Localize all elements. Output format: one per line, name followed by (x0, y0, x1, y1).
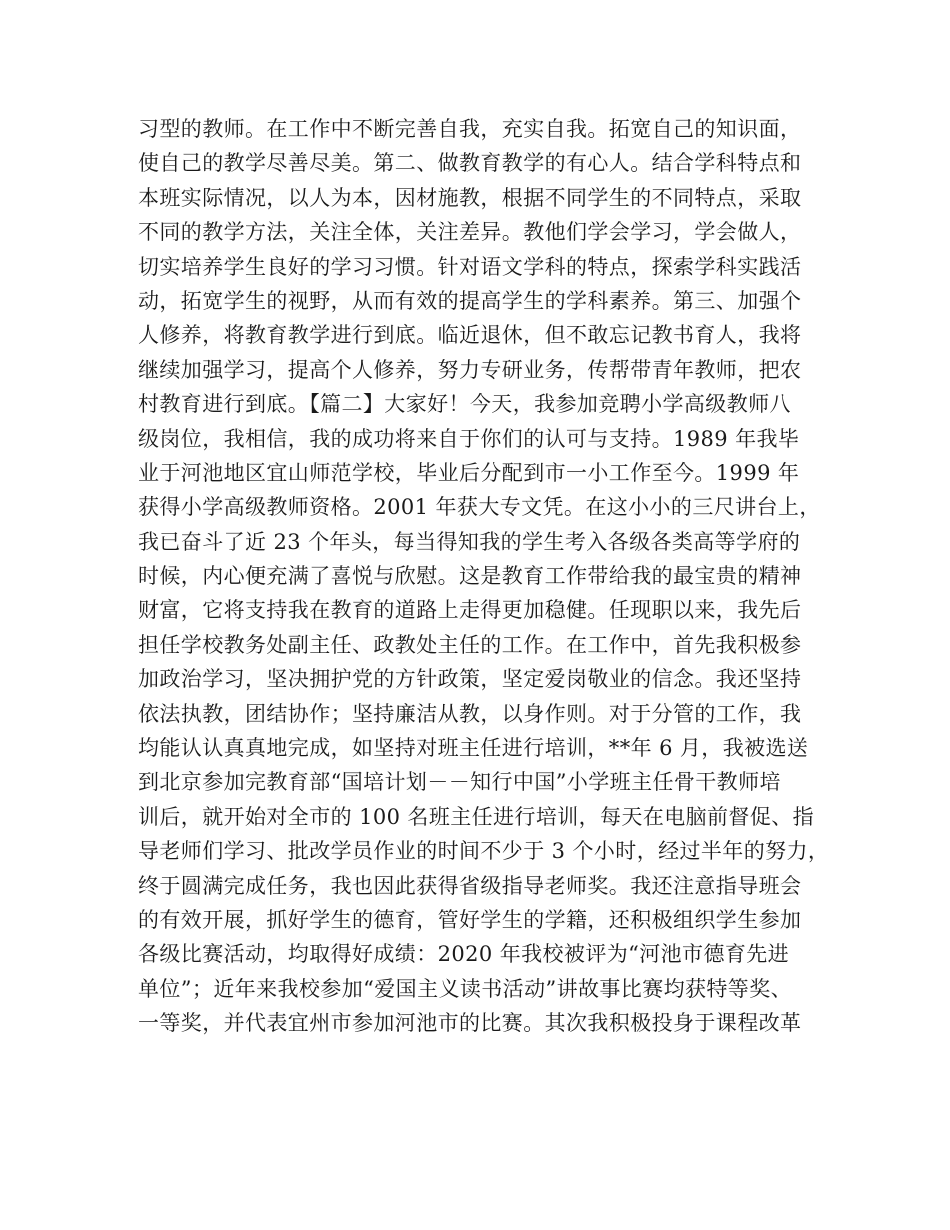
text-line: 继续加强学习，提高个人修养，努力专研业务，传帮带青年教师，把农 (138, 357, 802, 382)
text-line: 各级比赛活动，均取得好成绩：2020 年我校被评为“河池市德育先进 (138, 942, 790, 967)
text-line: 单位”；近年来我校参加“爱国主义读书活动”讲故事比赛均获特等奖、 (138, 976, 793, 1001)
text-line: 不同的教学方法，关注全体，关注差异。教他们学会学习，学会做人， (138, 220, 802, 245)
text-line: 均能认认真真地完成，如坚持对班主任进行培训，**年 6 月，我被选送 (138, 736, 809, 761)
text-line: 获得小学高级教师资格。2001 年获大专文凭。在这小小的三尺讲台上， (138, 495, 821, 520)
text-line: 训后，就开始对全市的 100 名班主任进行培训，每天在电脑前督促、指 (138, 804, 815, 829)
text-line: 级岗位，我相信，我的成功将来自于你们的认可与支持。1989 年我毕 (138, 426, 800, 451)
text-line: 依法执教，团结协作；坚持廉洁从教，以身作则。对于分管的工作，我 (138, 701, 802, 726)
text-line: 本班实际情况，以人为本，因材施教，根据不同学生的不同特点，采取 (138, 185, 802, 210)
text-line: 担任学校教务处副主任、政教处主任的工作。在工作中，首先我积极参 (138, 632, 802, 657)
text-line: 财富，它将支持我在教育的道路上走得更加稳健。任现职以来，我先后 (138, 598, 802, 623)
text-line: 导老师们学习、批改学员作业的时间不少于 3 个小时，经过半年的努力， (138, 839, 830, 864)
text-line: 使自己的教学尽善尽美。第二、做教育教学的有心人。结合学科特点和 (138, 151, 802, 176)
text-line: 加政治学习，坚决拥护党的方针政策，坚定爱岗敬业的信念。我还坚持 (138, 667, 802, 692)
text-line: 习型的教师。在工作中不断完善自我，充实自我。拓宽自己的知识面， (138, 117, 802, 141)
text-line: 时候，内心便充满了喜悦与欣慰。这是教育工作带给我的最宝贵的精神 (138, 564, 802, 589)
text-line: 一等奖，并代表宜州市参加河池市的比赛。其次我积极投身于课程改革 (138, 1011, 802, 1036)
text-line: 人修养，将教育教学进行到底。临近退休，但不敢忘记教书育人，我将 (138, 323, 802, 348)
text-line: 切实培养学生良好的学习习惯。针对语文学科的特点，探索学科实践活 (138, 254, 802, 279)
text-line: 动，拓宽学生的视野，从而有效的提高学生的学科素养。第三、加强个 (138, 288, 802, 313)
text-line: 终于圆满完成任务，我也因此获得省级指导老师奖。我还注意指导班会 (138, 873, 802, 898)
text-line: 村教育进行到底。【篇二】大家好！今天，我参加竞聘小学高级教师八 (138, 392, 791, 417)
text-line: 我已奋斗了近 23 个年头，每当得知我的学生考入各级各类高等学府的 (138, 529, 801, 554)
body-text (138, 112, 828, 1041)
text-line: 业于河池地区宜山师范学校，毕业后分配到市一小工作至今。1999 年 (138, 460, 800, 485)
text-line: 的有效开展，抓好学生的德育，管好学生的学籍，还积极组织学生参加 (138, 907, 802, 932)
text-line: 到北京参加完教育部“国培计划－－知行中国”小学班主任骨干教师培 (138, 770, 781, 795)
